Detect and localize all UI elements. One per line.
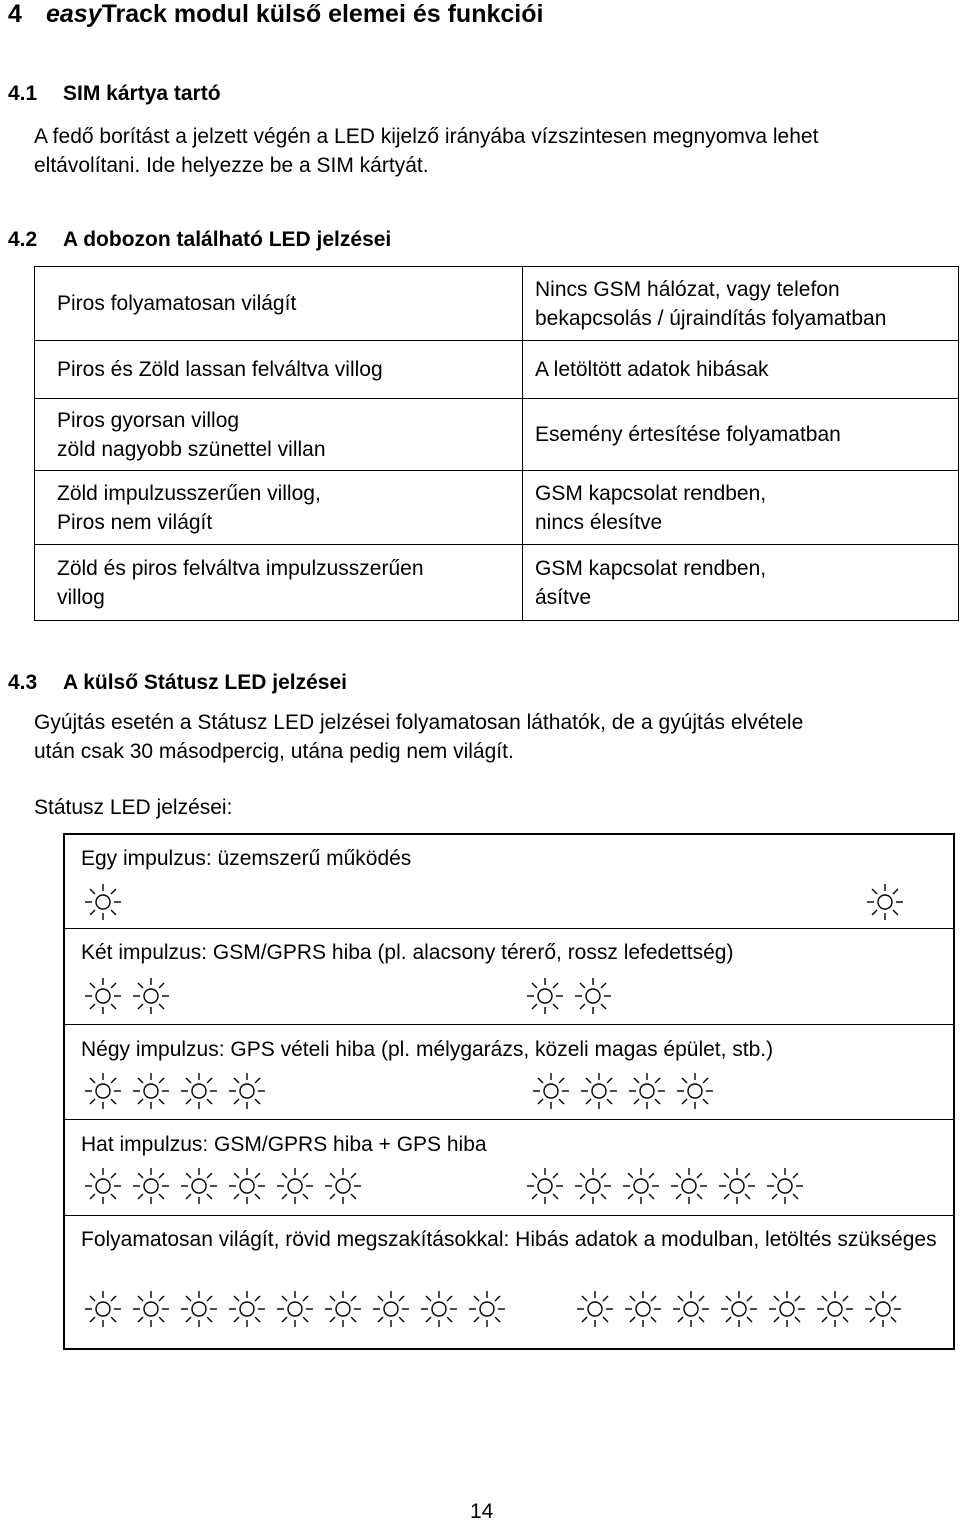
section-4-heading: [8, 0, 543, 29]
led-pulse-icon: [523, 1164, 571, 1208]
signal-divider: [65, 1119, 953, 1120]
brand-italic: easy: [46, 0, 102, 28]
led-pulse-icon: [81, 880, 129, 924]
led-signal-text: Piros folyamatosan világít: [57, 292, 297, 315]
status-signal-label: Egy impulzus: üzemszerű működés: [81, 847, 412, 870]
led-pulse-icon: [571, 1164, 619, 1208]
led-pulse-group: [529, 1069, 721, 1113]
led-signal-text: Piros és Zöld lassan felváltva villog: [57, 358, 383, 381]
table-row: [35, 267, 959, 341]
led-pulse-icon: [129, 1069, 177, 1113]
led-signal-cell: [35, 545, 523, 621]
status-signal-label: Hat impulzus: GSM/GPRS hiba + GPS hiba: [81, 1133, 487, 1156]
section-4-title: Track modul külső elemei és funkciói: [101, 0, 544, 28]
led-signal-text: Zöld impulzusszerűen villog, Piros nem világít: [57, 481, 321, 534]
section-43-body: [34, 708, 803, 766]
led-signal-text: Piros gyorsan villog zöld nagyobb szünettel villan: [57, 408, 326, 461]
led-meaning-cell: [523, 545, 959, 621]
led-pulse-icon: [863, 880, 911, 924]
led-pulse-icon: [273, 1164, 321, 1208]
led-pulse-icon: [417, 1287, 465, 1331]
led-pulse-icon: [177, 1287, 225, 1331]
led-pulse-icon: [177, 1069, 225, 1113]
led-meaning-text: GSM kapcsolat rendben, nincs élesítve: [535, 481, 767, 534]
led-pulse-icon: [765, 1287, 813, 1331]
led-pulse-icon: [369, 1287, 417, 1331]
section-41-number: 4.1: [8, 82, 38, 105]
led-pulse-icon: [81, 1164, 129, 1208]
section-43-line-2: után csak 30 másodpercig, utána pedig nem világít.: [34, 740, 514, 763]
led-pulse-icon: [225, 1287, 273, 1331]
section-41-title: SIM kártya tartó: [63, 82, 221, 105]
section-43-line-1: Gyújtás esetén a Státusz LED jelzései folyamatosan láthatók, de a gyújtás elvétele: [34, 711, 804, 734]
led-pulse-group: [81, 1164, 369, 1208]
led-pulse-icon: [577, 1069, 625, 1113]
led-pulse-icon: [129, 1164, 177, 1208]
led-pulse-icon: [673, 1069, 721, 1113]
section-43-title: A külső Státusz LED jelzései: [63, 671, 347, 694]
section-41-line-2: eltávolítani. Ide helyezze be a SIM kártyát.: [34, 154, 429, 177]
led-pulse-icon: [763, 1164, 811, 1208]
section-42-number: 4.2: [8, 228, 38, 251]
led-pulse-group: [81, 1287, 513, 1331]
led-pulse-icon: [715, 1164, 763, 1208]
led-pulse-icon: [465, 1287, 513, 1331]
section-41-body: [34, 122, 818, 180]
status-signal-label: Folyamatosan világít, rövid megszakításokkal: Hibás adatok a modulban, letöltés szükséges: [81, 1228, 937, 1251]
led-pulse-icon: [225, 1164, 273, 1208]
signal-divider: [65, 1215, 953, 1216]
table-row: [35, 341, 959, 399]
led-meaning-cell: [523, 341, 959, 399]
led-pulse-group: [81, 880, 129, 924]
section-43-number: 4.3: [8, 671, 38, 694]
table-row: [35, 471, 959, 545]
led-pulse-group: [81, 974, 177, 1018]
led-signal-cell: [35, 471, 523, 545]
led-pulse-icon: [81, 1069, 129, 1113]
led-pulse-group: [523, 974, 619, 1018]
led-signal-table: [34, 266, 959, 621]
led-signal-cell: [35, 267, 523, 341]
led-pulse-icon: [129, 1287, 177, 1331]
led-pulse-icon: [667, 1164, 715, 1208]
signal-divider: [65, 928, 953, 929]
led-meaning-text: Nincs GSM hálózat, vagy telefon bekapcsolás / újraindítás folyamatban: [535, 277, 887, 330]
section-42-heading: [8, 228, 391, 252]
led-pulse-icon: [571, 974, 619, 1018]
led-meaning-text: Esemény értesítése folyamatban: [535, 423, 841, 446]
page-number: 14: [470, 1500, 494, 1523]
led-pulse-icon: [523, 974, 571, 1018]
table-row: [35, 399, 959, 471]
led-meaning-cell: [523, 399, 959, 471]
led-pulse-icon: [225, 1069, 273, 1113]
led-signal-text: Zöld és piros felváltva impulzusszerűen villog: [57, 556, 424, 609]
led-pulse-icon: [529, 1069, 577, 1113]
led-pulse-icon: [669, 1287, 717, 1331]
led-pulse-icon: [621, 1287, 669, 1331]
led-pulse-icon: [81, 974, 129, 1018]
led-meaning-cell: [523, 267, 959, 341]
led-pulse-icon: [717, 1287, 765, 1331]
led-pulse-icon: [129, 974, 177, 1018]
led-signal-cell: [35, 399, 523, 471]
led-pulse-icon: [813, 1287, 861, 1331]
led-pulse-icon: [321, 1287, 369, 1331]
led-pulse-icon: [273, 1287, 321, 1331]
led-pulse-icon: [625, 1069, 673, 1113]
table-row: [35, 545, 959, 621]
status-led-box: [63, 833, 955, 1350]
led-pulse-icon: [81, 1287, 129, 1331]
led-meaning-cell: [523, 471, 959, 545]
led-meaning-text: GSM kapcsolat rendben, ásítve: [535, 556, 767, 609]
led-pulse-group: [81, 1069, 273, 1113]
led-pulse-icon: [573, 1287, 621, 1331]
led-pulse-group: [523, 1164, 811, 1208]
section-41-line-1: A fedő borítást a jelzett végén a LED kijelző irányába vízszintesen megnyomva lehet: [34, 125, 819, 148]
led-pulse-icon: [321, 1164, 369, 1208]
led-pulse-group: [573, 1287, 909, 1331]
led-pulse-icon: [177, 1164, 225, 1208]
status-signal-label: Négy impulzus: GPS vételi hiba (pl. mélygarázs, közeli magas épület, stb.): [81, 1038, 774, 1061]
led-pulse-icon: [619, 1164, 667, 1208]
status-led-heading: Státusz LED jelzései:: [34, 796, 233, 819]
section-42-title: A dobozon található LED jelzései: [63, 228, 392, 251]
section-43-heading: [8, 671, 347, 695]
section-41-heading: [8, 82, 221, 106]
led-pulse-icon: [861, 1287, 909, 1331]
section-4-number: 4: [8, 0, 22, 28]
led-signal-cell: [35, 341, 523, 399]
status-signal-label: Két impulzus: GSM/GPRS hiba (pl. alacsony térerő, rossz lefedettség): [81, 941, 734, 964]
led-pulse-group: [863, 880, 911, 924]
led-meaning-text: A letöltött adatok hibásak: [535, 358, 769, 381]
signal-divider: [65, 1024, 953, 1025]
